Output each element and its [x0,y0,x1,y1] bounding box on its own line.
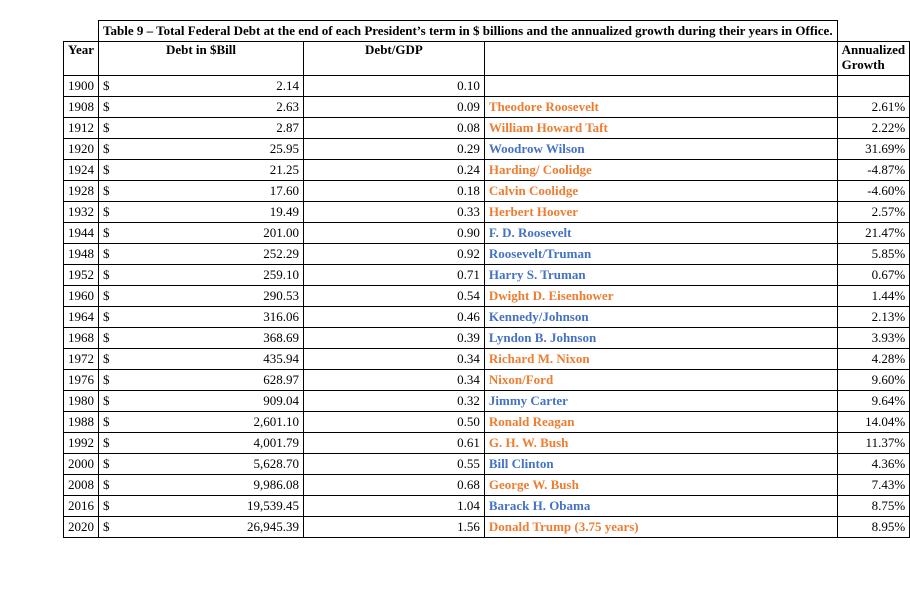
debt-amount: 909.04 [263,393,299,408]
caption-spacer [64,21,99,42]
growth-cell: 9.60% [837,370,910,391]
president-cell: George W. Bush [484,475,837,496]
debt-gdp-cell: 0.46 [303,307,484,328]
year-cell: 1924 [64,160,99,181]
year-cell: 1960 [64,286,99,307]
debt-cell [99,349,304,370]
president-cell: Calvin Coolidge [484,181,837,202]
debt-gdp-cell: 0.29 [303,139,484,160]
currency-symbol: $ [103,246,110,261]
year-cell: 1920 [64,139,99,160]
debt-cell [99,496,304,517]
currency-symbol: $ [103,456,110,471]
table-row [64,370,910,391]
growth-cell: 2.13% [837,307,910,328]
year-cell: 2016 [64,496,99,517]
debt-gdp-cell: 0.09 [303,97,484,118]
year-cell: 1972 [64,349,99,370]
debt-cell [99,475,304,496]
debt-amount: 201.00 [263,225,299,240]
currency-symbol: $ [103,162,110,177]
year-cell: 1964 [64,307,99,328]
currency-symbol: $ [103,99,110,114]
table-row [64,328,910,349]
debt-cell [99,97,304,118]
president-cell: Herbert Hoover [484,202,837,223]
growth-cell: 8.95% [837,517,910,538]
year-cell: 2008 [64,475,99,496]
debt-gdp-cell: 0.54 [303,286,484,307]
debt-gdp-cell: 0.55 [303,454,484,475]
year-cell: 1912 [64,118,99,139]
debt-gdp-cell: 0.92 [303,244,484,265]
growth-cell: 2.57% [837,202,910,223]
debt-cell [99,307,304,328]
year-cell: 1968 [64,328,99,349]
president-cell: Ronald Reagan [484,412,837,433]
year-cell: 1988 [64,412,99,433]
table-row [64,76,910,97]
currency-symbol: $ [103,393,110,408]
debt-amount: 9,986.08 [253,477,299,492]
currency-symbol: $ [103,288,110,303]
table-caption-row [64,21,910,42]
debt-cell [99,181,304,202]
growth-cell: 8.75% [837,496,910,517]
president-cell [484,76,837,97]
growth-cell: 4.36% [837,454,910,475]
header-gdp: Debt/GDP [303,42,484,76]
debt-cell [99,139,304,160]
debt-cell [99,433,304,454]
debt-cell [99,286,304,307]
debt-amount: 17.60 [269,183,299,198]
currency-symbol: $ [103,225,110,240]
debt-gdp-cell: 0.08 [303,118,484,139]
table-row [64,118,910,139]
debt-amount: 19,539.45 [246,498,299,513]
table-row [64,433,910,454]
currency-symbol: $ [103,372,110,387]
currency-symbol: $ [103,414,110,429]
president-cell: Dwight D. Eisenhower [484,286,837,307]
growth-cell: 5.85% [837,244,910,265]
table-row [64,517,910,538]
year-cell: 1900 [64,76,99,97]
header-year: Year [64,42,99,76]
president-cell: G. H. W. Bush [484,433,837,454]
table-row [64,496,910,517]
debt-gdp-cell: 0.24 [303,160,484,181]
debt-cell [99,391,304,412]
year-cell: 1908 [64,97,99,118]
president-cell: Lyndon B. Johnson [484,328,837,349]
table-row [64,139,910,160]
debt-gdp-cell: 0.18 [303,181,484,202]
table-row [64,307,910,328]
growth-cell: 31.69% [837,139,910,160]
debt-amount: 259.10 [263,267,299,282]
growth-cell: 9.64% [837,391,910,412]
table-row [64,454,910,475]
table-row [64,475,910,496]
debt-cell [99,223,304,244]
currency-symbol: $ [103,309,110,324]
year-cell: 1980 [64,391,99,412]
growth-cell: 14.04% [837,412,910,433]
debt-amount: 2.14 [276,78,299,93]
debt-cell [99,160,304,181]
year-cell: 1928 [64,181,99,202]
header-row [64,42,910,76]
president-cell: William Howard Taft [484,118,837,139]
president-cell: Harding/ Coolidge [484,160,837,181]
president-cell: Harry S. Truman [484,265,837,286]
growth-cell [837,76,910,97]
debt-amount: 5,628.70 [253,456,299,471]
debt-gdp-cell: 0.68 [303,475,484,496]
debt-gdp-cell: 0.90 [303,223,484,244]
table-row [64,202,910,223]
debt-amount: 21.25 [269,162,299,177]
growth-cell: 2.61% [837,97,910,118]
growth-cell: 1.44% [837,286,910,307]
federal-debt-table [63,20,910,538]
president-cell: F. D. Roosevelt [484,223,837,244]
debt-amount: 628.97 [263,372,299,387]
president-cell: Theodore Roosevelt [484,97,837,118]
debt-amount: 26,945.39 [246,519,299,534]
debt-cell [99,454,304,475]
debt-amount: 252.29 [263,246,299,261]
debt-amount: 435.94 [263,351,299,366]
table-row [64,412,910,433]
president-cell: Jimmy Carter [484,391,837,412]
growth-cell: -4.60% [837,181,910,202]
debt-amount: 2.87 [276,120,299,135]
debt-amount: 316.06 [263,309,299,324]
debt-cell [99,118,304,139]
debt-gdp-cell: 0.10 [303,76,484,97]
table-row [64,349,910,370]
currency-symbol: $ [103,330,110,345]
debt-gdp-cell: 0.32 [303,391,484,412]
president-cell: Nixon/Ford [484,370,837,391]
debt-gdp-cell: 1.56 [303,517,484,538]
growth-cell: 4.28% [837,349,910,370]
debt-cell [99,202,304,223]
debt-cell [99,265,304,286]
year-cell: 2020 [64,517,99,538]
year-cell: 1976 [64,370,99,391]
debt-gdp-cell: 1.04 [303,496,484,517]
year-cell: 2000 [64,454,99,475]
growth-cell: 2.22% [837,118,910,139]
president-cell: Roosevelt/Truman [484,244,837,265]
president-cell: Bill Clinton [484,454,837,475]
debt-amount: 2.63 [276,99,299,114]
currency-symbol: $ [103,267,110,282]
currency-symbol: $ [103,141,110,156]
table-row [64,286,910,307]
header-growth: Annualized Growth [837,42,910,76]
year-cell: 1932 [64,202,99,223]
debt-amount: 19.49 [269,204,299,219]
debt-cell [99,517,304,538]
table-row [64,223,910,244]
growth-cell: -4.87% [837,160,910,181]
currency-symbol: $ [103,351,110,366]
currency-symbol: $ [103,498,110,513]
debt-gdp-cell: 0.39 [303,328,484,349]
currency-symbol: $ [103,477,110,492]
president-cell: Woodrow Wilson [484,139,837,160]
table-title: Table 9 – Total Federal Debt at the end of each President’s term in $ billions and the annualized growth during their years in Office. [99,21,838,42]
currency-symbol: $ [103,183,110,198]
table-row [64,181,910,202]
president-cell: Donald Trump (3.75 years) [484,517,837,538]
debt-gdp-cell: 0.71 [303,265,484,286]
debt-gdp-cell: 0.34 [303,349,484,370]
debt-cell [99,412,304,433]
debt-cell [99,244,304,265]
header-president [484,42,837,76]
debt-amount: 25.95 [269,141,299,156]
currency-symbol: $ [103,519,110,534]
debt-cell [99,328,304,349]
currency-symbol: $ [103,435,110,450]
caption-right-spacer [837,21,910,42]
debt-amount: 290.53 [263,288,299,303]
year-cell: 1992 [64,433,99,454]
currency-symbol: $ [103,78,110,93]
table-row [64,160,910,181]
debt-gdp-cell: 0.61 [303,433,484,454]
header-debt: Debt in $Bill [99,42,304,76]
debt-gdp-cell: 0.33 [303,202,484,223]
growth-cell: 11.37% [837,433,910,454]
growth-cell: 0.67% [837,265,910,286]
debt-gdp-cell: 0.34 [303,370,484,391]
currency-symbol: $ [103,204,110,219]
growth-cell: 3.93% [837,328,910,349]
debt-cell [99,370,304,391]
president-cell: Barack H. Obama [484,496,837,517]
president-cell: Kennedy/Johnson [484,307,837,328]
table-row [64,244,910,265]
year-cell: 1944 [64,223,99,244]
table-row [64,391,910,412]
debt-cell [99,76,304,97]
debt-amount: 368.69 [263,330,299,345]
debt-amount: 2,601.10 [253,414,299,429]
debt-amount: 4,001.79 [253,435,299,450]
year-cell: 1952 [64,265,99,286]
president-cell: Richard M. Nixon [484,349,837,370]
table-row [64,97,910,118]
currency-symbol: $ [103,120,110,135]
debt-gdp-cell: 0.50 [303,412,484,433]
growth-cell: 21.47% [837,223,910,244]
growth-cell: 7.43% [837,475,910,496]
year-cell: 1948 [64,244,99,265]
table-row [64,265,910,286]
